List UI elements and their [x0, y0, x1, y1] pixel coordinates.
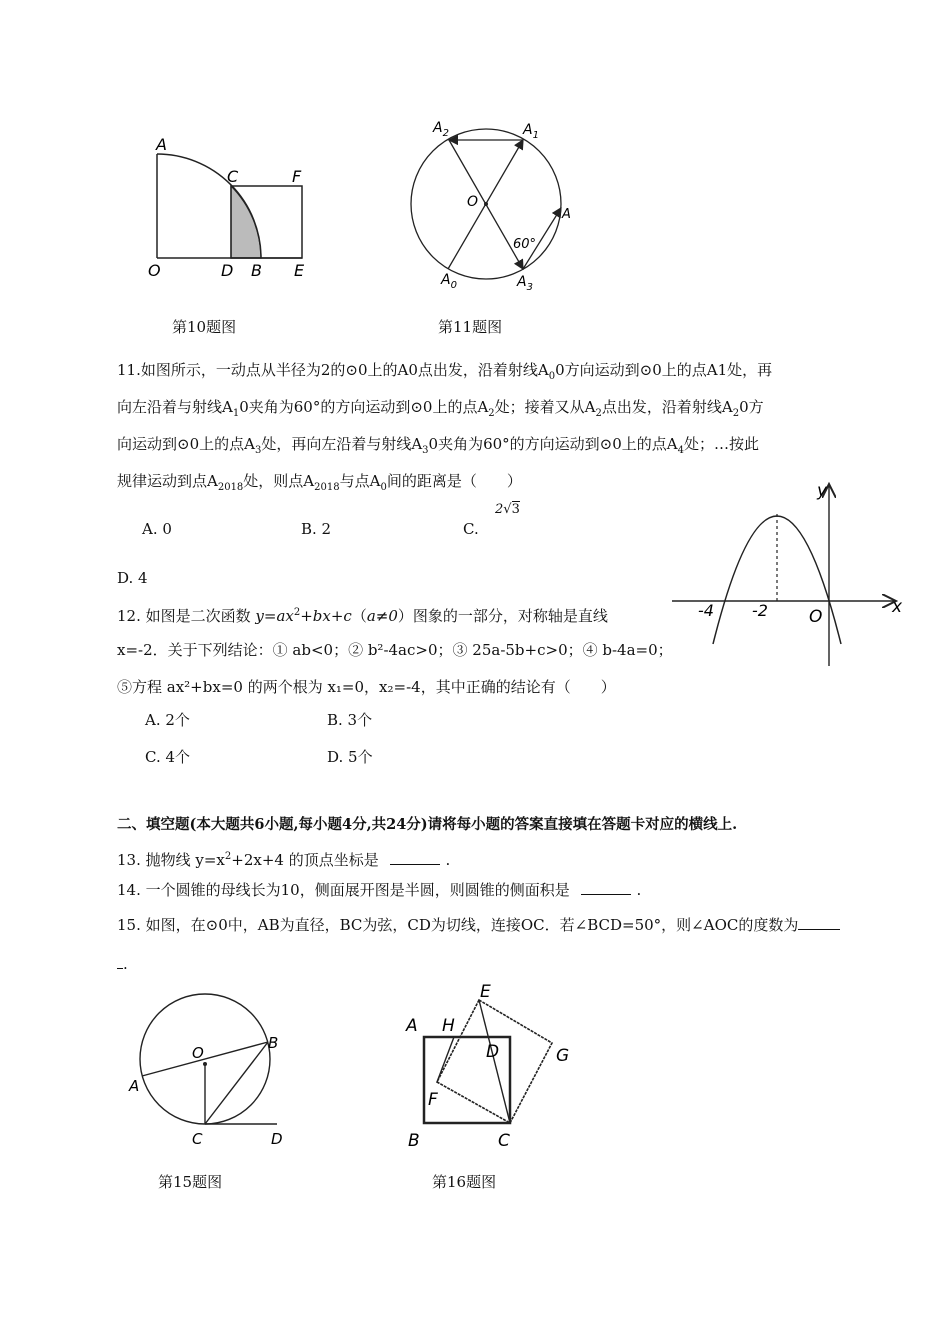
q12-line3: ⑤方程 ax²+bx=0 的两个根为 x₁=0，x₂=-4，其中正确的结论有（ ） [117, 678, 616, 696]
q11-line3: 向运动到⊙0上的点$A_3$处，再向左沿着与射线$A_30$夹角为60°的方向运动到⊙0上的点$A_4$处；…按此 [117, 435, 760, 456]
caption-fig10: 第10题图 [172, 318, 237, 336]
label-F: F [428, 1090, 438, 1110]
caption-fig11: 第11题图 [438, 318, 503, 336]
label-O: O [192, 1044, 204, 1062]
label-origin: O [809, 607, 823, 627]
label-O: O [148, 261, 161, 280]
label-O: O [467, 194, 479, 210]
label-A: A [406, 1016, 418, 1036]
label-D: D [221, 261, 234, 280]
label-E: E [480, 982, 491, 1002]
label-x: x [892, 597, 903, 617]
label-60deg: 60° [513, 237, 537, 252]
label-A2: $A_2$ [433, 120, 449, 139]
label-F: F [292, 167, 302, 186]
q11-option-c: C. [463, 520, 479, 538]
label-B: B [268, 1034, 279, 1052]
q14-answer-blank[interactable] [581, 880, 631, 895]
q15-answer-blank[interactable] [798, 915, 840, 930]
figure-16 [402, 975, 587, 1155]
label-y: y [817, 481, 828, 501]
label-A1: $A_1$ [523, 122, 539, 141]
q11-line4: 规律运动到点$A_{2018}$处，则点$A_{2018}$与点$A_0$间的距离是（ ） [117, 472, 522, 493]
label-B: B [408, 1131, 420, 1151]
q12-line1: 12. 如图是二次函数 $y=ax^2+bx+c(a\ne 0)$图象的一部分，对称轴是直线 [117, 607, 608, 625]
label-minus4: -4 [698, 601, 714, 620]
q11-option-a: A. 0 [142, 520, 172, 538]
shaded-region [231, 186, 261, 258]
label-H: H [442, 1016, 455, 1036]
label-A: A [562, 207, 571, 222]
line-hf [437, 1037, 454, 1082]
label-A: A [129, 1077, 140, 1095]
q15-text-end: . [117, 954, 128, 974]
label-C: C [498, 1131, 510, 1151]
q11-line1: 11.如图所示，一动点从半径为2的⊙0上的A0点出发，沿着射线$A_00$方向运动到⊙0上的点A1处，再 [117, 361, 773, 382]
label-C: C [192, 1130, 203, 1148]
figure-11 [405, 112, 590, 297]
label-A0: $A_0$ [441, 272, 457, 291]
label-B: B [251, 261, 262, 280]
q13-text: 13. 抛物线 $y=x^2+2x+4$ 的顶点坐标是 . [117, 851, 451, 869]
figure-12 [668, 478, 908, 670]
q12-line2: x=-2．关于下列结论：① ab<0；② b²-4ac>0；③ 25a-5b+c>0；④ b-4a=0； [117, 641, 673, 659]
label-D: D [271, 1130, 283, 1148]
label-E: E [294, 261, 305, 280]
chord-bc [205, 1042, 268, 1124]
center-point [484, 202, 488, 206]
q12-option-c: C. 4个 [145, 748, 191, 766]
figure-15 [122, 992, 297, 1152]
figure-10 [140, 130, 330, 290]
label-C: C [227, 167, 239, 186]
caption-fig16: 第16题图 [432, 1173, 497, 1191]
q12-option-a: A. 2个 [145, 711, 190, 729]
q14-text: 14. 一个圆锥的母线长为10，侧面展开图是半圆，则圆锥的侧面积是 . [117, 881, 642, 899]
section2-heading: 二、填空题(本大题共6小题,每小题4分,共24分)请将每小题的答案直接填在答题卡对应的横线上. [117, 816, 738, 833]
q13-answer-blank[interactable] [390, 850, 440, 865]
q12-option-d: D. 5个 [327, 748, 373, 766]
label-G: G [556, 1046, 570, 1066]
q11-option-b: B. 2 [301, 520, 332, 538]
q15-text: 15. 如图，在⊙0中，AB为直径，BC为弦，CD为切线，连接OC．若∠BCD=50°，则∠AOC的度数为 [117, 915, 840, 935]
caption-fig15: 第15题图 [158, 1173, 223, 1191]
label-D: D [486, 1042, 500, 1062]
q11-option-c-value: 2√3 [495, 502, 520, 517]
q11-option-d: D. 4 [117, 569, 148, 587]
q11-line2: 向左沿着与射线$A_10$夹角为60°的方向运动到⊙0上的点$A_2$处；接着又从$A_2$点出发，沿着射线$A_20$方 [117, 398, 764, 419]
q12-option-b: B. 3个 [327, 711, 373, 729]
label-minus2: -2 [752, 601, 768, 620]
label-A: A [156, 135, 167, 154]
label-A3: $A_3$ [517, 274, 533, 293]
center-point [203, 1062, 207, 1066]
